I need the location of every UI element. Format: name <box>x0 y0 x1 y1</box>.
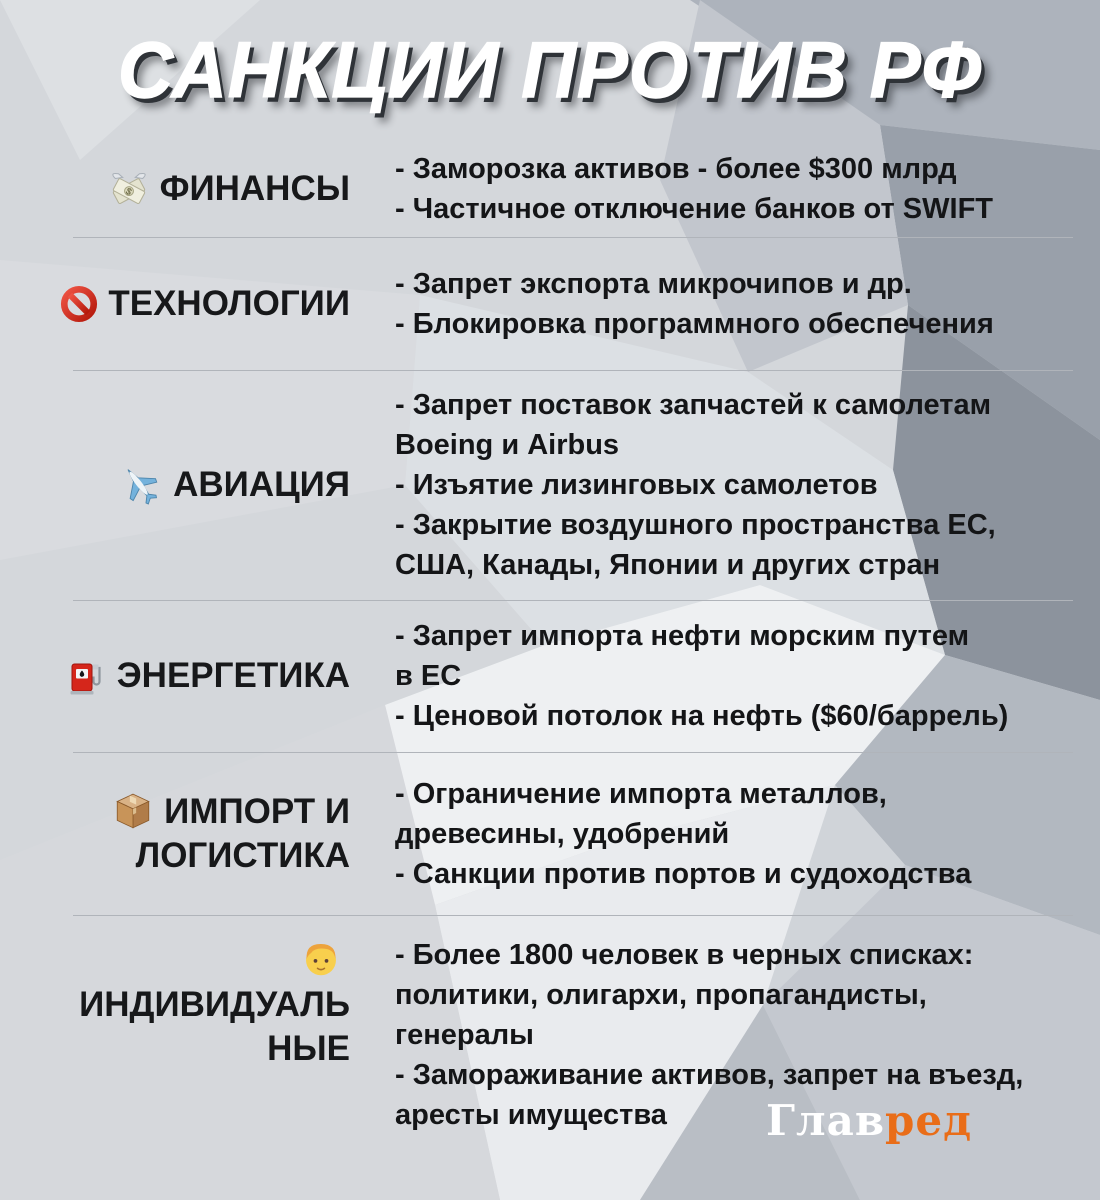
section-label: ТЕХНОЛОГИИ <box>108 283 350 323</box>
item-line: - Ограничение импорта металлов, <box>395 777 887 810</box>
item-line: в ЕС <box>395 660 462 692</box>
item-line: - Запрет поставок запчастей к самолетам <box>395 389 992 421</box>
section-divider <box>73 237 1073 238</box>
item-line: - Запрет импорта нефти морским путем <box>395 620 970 652</box>
item-line: политики, олигархи, пропагандисты, <box>395 979 927 1011</box>
item-line: древесины, удобрений <box>395 817 730 850</box>
aviation-label-cell <box>60 462 350 508</box>
brand-part-2: ред <box>885 1096 973 1145</box>
section-divider <box>73 370 1073 371</box>
section-label: ЛОГИСТИКА <box>135 835 350 875</box>
import-items <box>395 774 971 894</box>
item-line: генералы <box>395 1019 534 1051</box>
brand-logo <box>766 1096 972 1145</box>
technology-items <box>395 264 994 344</box>
energy-label-cell <box>60 654 350 698</box>
item-line: аресты имущества <box>395 1099 667 1131</box>
money-with-wings-icon <box>108 168 150 210</box>
item-line: - Частичное отключение банков от SWIFT <box>395 192 994 225</box>
finance-items <box>395 149 993 229</box>
section-label: ФИНАНСЫ <box>159 168 350 208</box>
technology-label-cell <box>60 282 350 326</box>
section-aviation <box>0 370 1100 600</box>
item-line: Boeing и Airbus <box>395 429 620 461</box>
item-line: - Изъятие лизинговых самолетов <box>395 469 878 501</box>
svg-text:$: $ <box>123 185 133 198</box>
section-energy <box>0 600 1100 752</box>
section-technology <box>0 237 1100 370</box>
item-line: - Ценовой потолок на нефть ($60/баррель) <box>395 700 1009 732</box>
section-divider <box>73 915 1073 916</box>
item-line: - Замораживание активов, запрет на въезд, <box>395 1059 1024 1091</box>
fuel-pump-icon <box>67 656 107 696</box>
brand-part-1: Глав <box>766 1096 886 1145</box>
item-line: - Более 1800 человек в черных списках: <box>395 939 974 971</box>
item-line: - Санкции против портов и судоходства <box>395 857 972 890</box>
no-entry-icon <box>60 285 98 323</box>
aviation-items <box>395 385 996 585</box>
package-icon <box>112 791 154 833</box>
title-wrap <box>0 0 1100 140</box>
section-label: ИМПОРТ И <box>164 791 350 831</box>
airplane-icon <box>117 462 163 508</box>
section-individual <box>0 915 1100 1200</box>
item-line: - Закрытие воздушного пространства ЕС, <box>395 509 996 541</box>
item-line: США, Канады, Японии и других стран <box>395 549 941 581</box>
section-divider <box>73 752 1073 753</box>
section-finance <box>0 140 1100 237</box>
page-title: САНКЦИИ ПРОТИВ РФ <box>118 25 982 115</box>
finance-label-cell <box>60 167 350 211</box>
item-line: - Блокировка программного обеспечения <box>395 307 994 340</box>
individual-label-cell <box>60 935 350 1071</box>
person-icon <box>298 935 344 981</box>
section-label: АВИАЦИЯ <box>173 465 350 504</box>
section-label: ЭНЕРГЕТИКА <box>116 656 350 695</box>
energy-items <box>395 616 1008 736</box>
section-label: НЫЕ <box>267 1029 350 1068</box>
import-label-cell <box>60 790 350 878</box>
section-import-logistics <box>0 752 1100 915</box>
section-label: ИНДИВИДУАЛЬ <box>79 985 350 1024</box>
section-divider <box>73 600 1073 601</box>
item-line: - Запрет экспорта микрочипов и др. <box>395 267 912 300</box>
item-line: - Заморозка активов - более $300 млрд <box>395 152 957 185</box>
